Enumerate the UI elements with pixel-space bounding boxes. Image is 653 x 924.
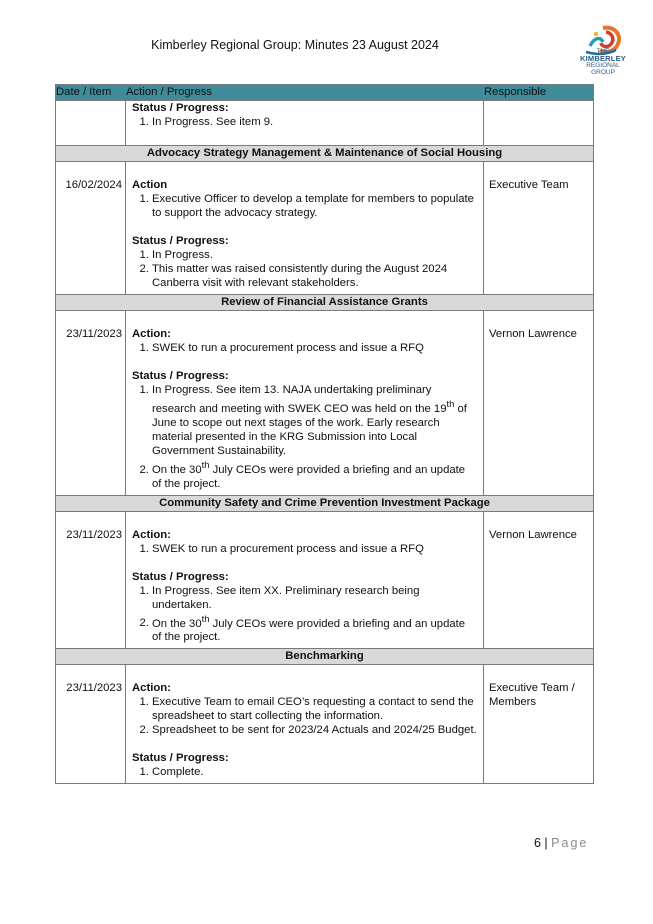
list-item: 1. In Progress. See item XX. Preliminary research being undertaken.: [152, 584, 477, 612]
column-header-date: Date / Item: [56, 85, 126, 101]
section-title: Review of Financial Assistance Grants: [56, 295, 594, 311]
action-cell: [126, 311, 484, 496]
superscript: th: [201, 612, 210, 624]
superscript: th: [446, 398, 455, 409]
list-item: 1. Executive Officer to develop a template for members to populate to support the advocacy strategy.: [152, 192, 477, 220]
logo-line-1: THE: [596, 48, 610, 55]
date-cell: [56, 101, 126, 146]
page-number-value: 6: [534, 836, 541, 850]
status-label: Status / Progress:: [132, 370, 229, 382]
responsible-cell: Vernon Lawrence: [484, 311, 594, 496]
column-header-responsible: Responsible: [484, 85, 594, 101]
section-title: Community Safety and Crime Prevention Investment Package: [56, 495, 594, 511]
list-item: 1. SWEK to run a procurement process and issue a RFQ: [152, 341, 477, 355]
action-label: Action:: [132, 528, 171, 541]
status-label: Status / Progress:: [132, 235, 229, 247]
list-item-text: July CEOs were provided a briefing and an update of the project.: [152, 463, 466, 490]
date-cell: 23/11/2023: [56, 511, 126, 649]
responsible-cell: Executive Team / Members: [484, 665, 594, 784]
action-cell: [126, 665, 484, 784]
list-item: 2. Spreadsheet to be sent for 2023/24 Actuals and 2024/25 Budget.: [152, 723, 477, 737]
responsible-cell: Executive Team: [484, 162, 594, 295]
list-item-text: of June to scope out next stages of the work. Early research material presented in the KRG Submission into Local Government Sustainability.: [152, 402, 467, 457]
list-item: [152, 458, 477, 491]
list-item-text: July CEOs were provided a briefing and an update of the project.: [152, 617, 466, 644]
responsible-cell: Vernon Lawrence: [484, 511, 594, 649]
section-row: [56, 146, 594, 162]
page-word: Page: [551, 836, 589, 850]
minutes-table: [55, 84, 594, 784]
page-number: [534, 836, 588, 850]
section-title: Benchmarking: [56, 649, 594, 665]
list-item-text: On the 30: [152, 463, 202, 476]
list-item-text: In Progress. See item 13. NAJA undertaking preliminary research and meeting with SWEK CEO was held on the 19: [152, 384, 447, 415]
list-item-text: On the 30: [152, 617, 202, 630]
logo-line-3: REGIONAL GROUP: [586, 62, 620, 76]
table-row: [56, 162, 594, 295]
page-separator: |: [540, 836, 552, 850]
action-label: Action:: [132, 328, 171, 340]
list-item: 1. Complete.: [152, 765, 477, 779]
list-item: 1. Executive Team to email CEO’s requesting a contact to send the spreadsheet to start collecting the information.: [152, 695, 477, 723]
logo-text: [574, 48, 632, 76]
list-item: 1. In Progress.: [152, 248, 477, 262]
list-item: 1. SWEK to run a procurement process and issue a RFQ: [152, 542, 477, 556]
table-row: [56, 311, 594, 496]
section-row: [56, 649, 594, 665]
table-row: [56, 101, 594, 146]
section-row: [56, 495, 594, 511]
list-item: 1. In Progress. See item 9.: [152, 115, 477, 129]
list-item: 2. This matter was raised consistently during the August 2024 Canberra visit with relevant stakeholders.: [152, 262, 477, 290]
logo-line-2: KIMBERLEY: [580, 54, 626, 63]
action-cell: [126, 511, 484, 649]
table-header-row: [56, 85, 594, 101]
action-cell: [126, 101, 484, 146]
action-cell: [126, 162, 484, 295]
action-label: Action: [132, 179, 168, 191]
section-row: [56, 295, 594, 311]
status-label: Status / Progress:: [132, 570, 229, 583]
table-row: [56, 511, 594, 649]
status-label: Status / Progress:: [132, 752, 229, 765]
date-cell: 23/11/2023: [56, 665, 126, 784]
list-item: [152, 612, 477, 645]
action-label: Action:: [132, 682, 171, 695]
table-row: [56, 665, 594, 784]
superscript: th: [201, 458, 210, 470]
date-cell: 16/02/2024: [56, 162, 126, 295]
responsible-cell: [484, 101, 594, 146]
status-label: Status / Progress:: [132, 102, 229, 114]
date-cell: 23/11/2023: [56, 311, 126, 496]
column-header-action: Action / Progress: [126, 85, 484, 101]
list-item: [152, 383, 477, 458]
page-header-title: Kimberley Regional Group: Minutes 23 August 2024: [151, 38, 439, 52]
section-title: Advocacy Strategy Management & Maintenance of Social Housing: [56, 146, 594, 162]
